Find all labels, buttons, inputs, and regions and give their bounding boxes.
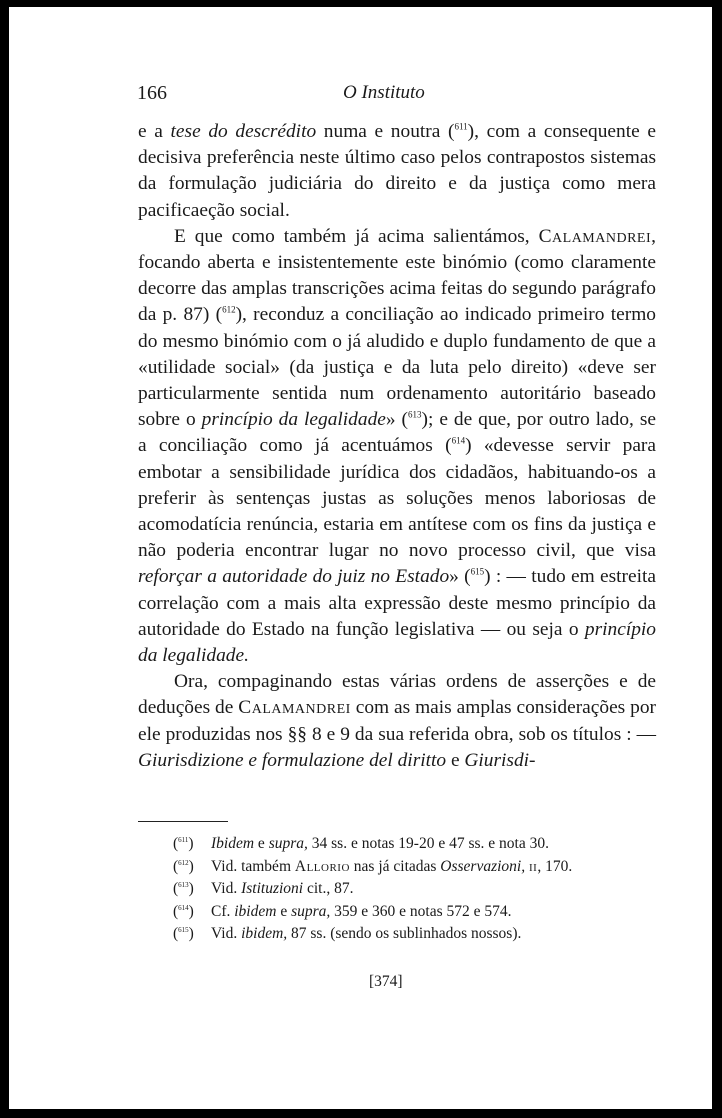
- italic-phrase: princípio da legalidade: [201, 409, 386, 431]
- paragraph-3: [138, 669, 656, 774]
- footnote-612: ($^{612}$) Vid. também Allorio nas já citadas Osservazioni, ii, 170.: [173, 856, 643, 879]
- text-run: ); e de que, por outro lado, se a conciliação como já acentuámos (: [138, 409, 656, 457]
- footnote-615: ($^{615}$) Vid. ibidem, 87 ss. (sendo os sublinhados nossos).: [173, 923, 643, 946]
- text-run: numa e noutra (: [316, 121, 455, 142]
- italic-phrase: Giurisdi-: [464, 749, 536, 771]
- footnote-marker: ($^{612}$): [173, 857, 194, 875]
- footnote-ref: 614: [451, 435, 466, 446]
- text-run: » (: [449, 566, 471, 588]
- text-run: ) : — tudo em estreita correlação com a mais alta expressão deste mesmo princípio da autoridade do Estado na função legislativa — ou seja o: [138, 566, 656, 640]
- folio-number: [374]: [369, 973, 403, 990]
- italic-phrase: Giurisdizione e formulazione del diritto: [138, 749, 447, 771]
- page-header: [137, 82, 657, 112]
- author-name: Calamandrei: [238, 697, 351, 719]
- footnote-ref: 611: [454, 121, 468, 132]
- paragraph-2: [138, 224, 656, 669]
- running-title: O Instituto: [343, 82, 425, 103]
- text-run: Ora, compaginando estas várias ordens de asserções e de deduções de: [138, 671, 656, 719]
- footnote-marker: ($^{615}$): [173, 925, 194, 942]
- text-run: ), com a consequente e decisiva preferência neste último caso pelos contrapostos sistemas da formulação judiciária do direito e da justiça como mera pacificaeção social.: [138, 121, 656, 221]
- footnote-marker: ($^{611}$): [173, 835, 194, 852]
- italic-phrase: tese do descrédito: [170, 121, 317, 142]
- footnote-divider: [138, 821, 228, 822]
- footnote-marker: ($^{613}$): [173, 880, 194, 897]
- footnote-ref: 612: [222, 304, 236, 315]
- author-name: Calamandrei: [538, 225, 652, 247]
- footnote-613: ($^{613}$) Vid. Istituzioni cit., 87.: [173, 878, 643, 901]
- text-run: e a: [138, 121, 171, 142]
- text-run: » (: [385, 409, 409, 431]
- text-run: e: [446, 749, 465, 771]
- footnotes: [173, 833, 643, 946]
- footnote-ref: 613: [408, 409, 422, 420]
- text-run: com as mais amplas considerações por ele produzidas nos §§ 8 e 9 da sua referida obra, sob os títulos : —: [138, 697, 656, 745]
- footnote-611: ($^{611}$) Ibidem e supra, 34 ss. e notas 19-20 e 47 ss. e nota 30.: [173, 833, 643, 856]
- footnote-marker: ($^{614}$): [173, 902, 194, 920]
- body-text: [138, 119, 656, 774]
- document-page: [9, 7, 712, 1109]
- text-run: ) «devesse servir para embotar a sensibilidade jurídica dos cidadãos, habituando-os a preferir às sentenças justas as soluções menos laboriosas de acomodatícia renúncia, estaria em antítese com os fins da justiça e não poderia encontrar lugar no novo processo civil, que visa: [138, 435, 656, 562]
- paragraph-1: [138, 119, 656, 224]
- text-run: ), reconduz a conciliação ao indicado primeiro termo do mesmo binómio com o já aludido e duplo fundamento de que a «utilidade social» (da justiça e da luta pelo direito) «deve ser particularmente sentida num ordenamento autoritário baseado sobre o: [138, 304, 656, 431]
- footnote-ref: 615: [470, 566, 485, 577]
- italic-phrase: reforçar a autoridade do juiz no Estado: [138, 566, 450, 588]
- page-number: 166: [137, 82, 167, 104]
- italic-phrase: princípio da legalidade.: [138, 618, 656, 667]
- text-run: , focando aberta e insistentemente este binómio (como claramente decorre das amplas transcrições acima feitas do segundo parágrafo da p. 87) (: [138, 225, 656, 326]
- text-run: E que como também já acima salientámos,: [174, 225, 539, 247]
- footnote-614: ($^{614}$) Cf. ibidem e supra, 359 e 360 e notas 572 e 574.: [173, 901, 643, 924]
